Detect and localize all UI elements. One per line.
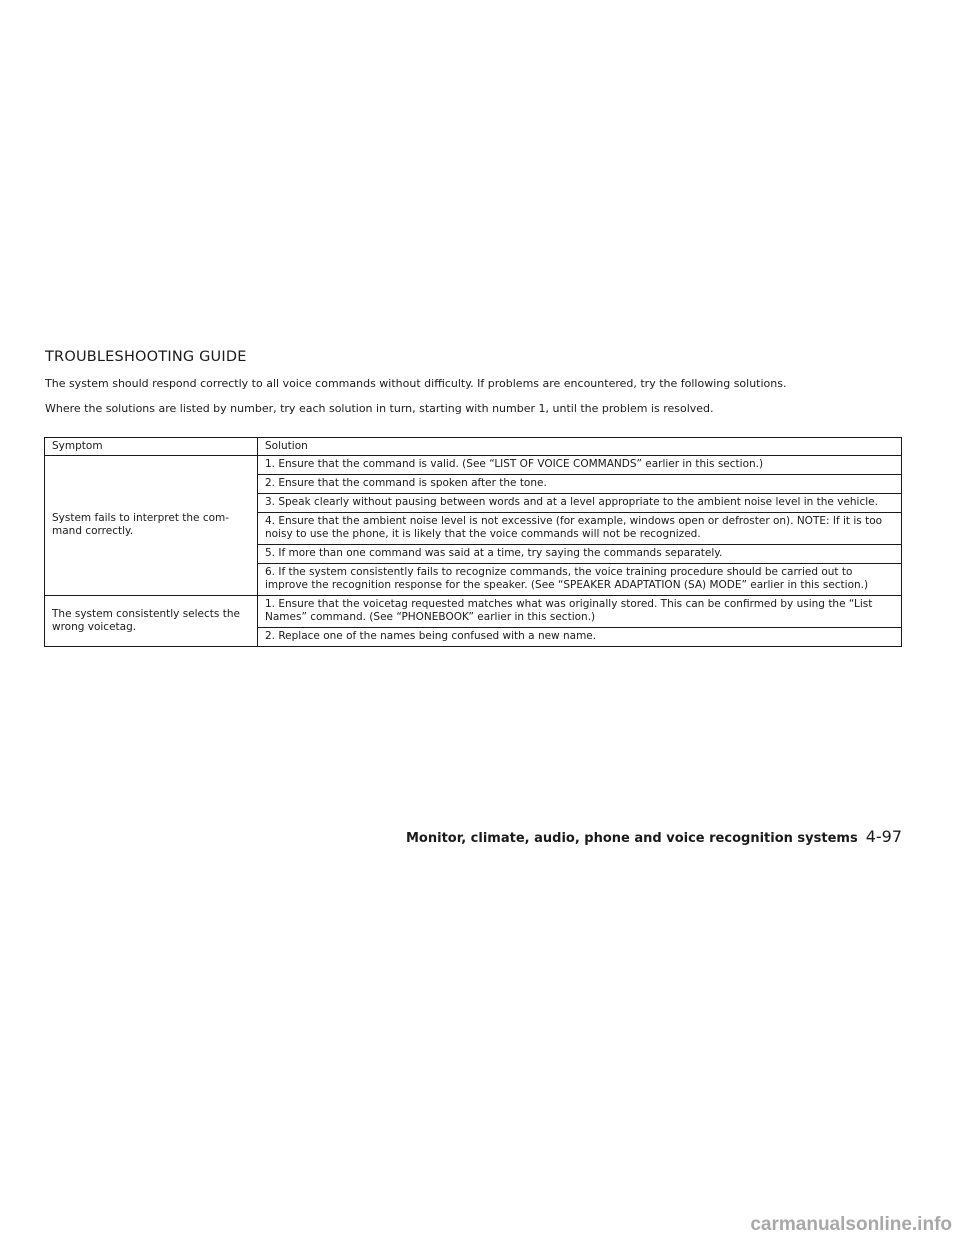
section-title: TROUBLESHOOTING GUIDE: [45, 349, 247, 365]
page-number: 4-97: [865, 827, 902, 846]
solution-cell: 1. Ensure that the command is valid. (See “LIST OF VOICE COMMANDS” earlier in this section.): [258, 456, 902, 475]
footer-section-name: Monitor, climate, audio, phone and voice recognition systems: [405, 831, 858, 846]
solution-cell: 6. If the system consistently fails to recognize commands, the voice training procedure should be carried out to improve the recognition response for the speaker. (See “SPEAKER ADAPTATION (SA) MODE” earlier in this section.): [258, 564, 902, 596]
table-header-row: [45, 438, 902, 456]
column-header-symptom: Symptom: [45, 438, 258, 456]
solution-cell: 2. Ensure that the command is spoken after the tone.: [258, 475, 902, 494]
solution-cell: 2. Replace one of the names being confused with a new name.: [258, 628, 902, 647]
page-footer: [406, 827, 902, 846]
solution-cell: 3. Speak clearly without pausing between words and at a level appropriate to the ambient noise level in the vehicle.: [258, 494, 902, 513]
watermark: carmanualsonline.info: [750, 1214, 952, 1235]
instruction-paragraph: Where the solutions are listed by number, try each solution in turn, starting with number 1, until the problem is resolved.: [45, 402, 714, 415]
column-header-solution: Solution: [258, 438, 902, 456]
symptom-cell: The system consistently selects the wrong voicetag.: [45, 596, 258, 647]
table-row: [45, 456, 902, 475]
solution-cell: 4. Ensure that the ambient noise level is not excessive (for example, windows open or defroster on). NOTE: If it is too noisy to use the phone, it is likely that the voice commands will not be recognized.: [258, 513, 902, 545]
table-row: [45, 596, 902, 628]
solution-cell: 5. If more than one command was said at a time, try saying the commands separately.: [258, 545, 902, 564]
symptom-cell: System fails to interpret the com- mand correctly.: [45, 456, 258, 596]
troubleshooting-table: [44, 437, 902, 647]
solution-cell: 1. Ensure that the voicetag requested matches what was originally stored. This can be confirmed by using the “List Names” command. (See “PHONEBOOK” earlier in this section.): [258, 596, 902, 628]
intro-paragraph: The system should respond correctly to all voice commands without difficulty. If problems are encountered, try the following solutions.: [45, 377, 787, 390]
